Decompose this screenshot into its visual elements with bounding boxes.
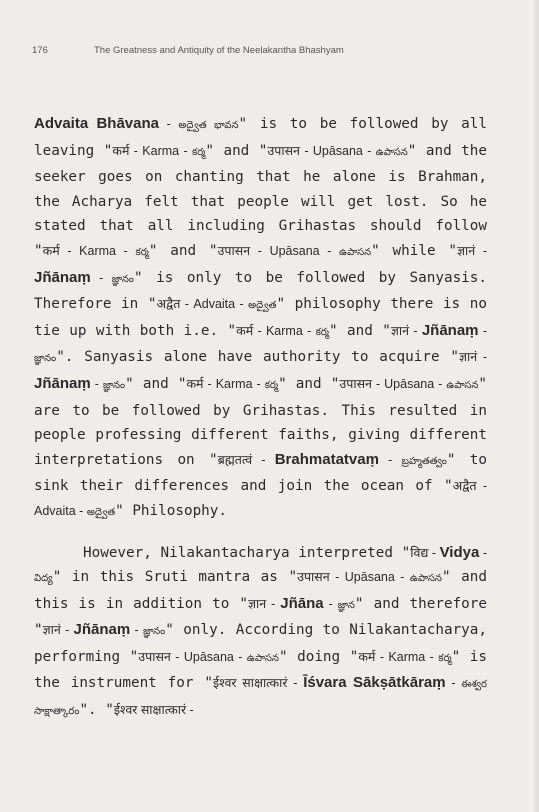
text-run: " is the instrument for " bbox=[34, 648, 487, 692]
text-run: " and " bbox=[148, 242, 218, 259]
transliteration: Jñāna bbox=[280, 594, 324, 612]
text-run: अद्वैत - Advaita - bbox=[34, 479, 487, 518]
text-run: " and this is in addition to " bbox=[34, 569, 487, 612]
telugu-gloss: జ్ఞానం bbox=[34, 353, 57, 365]
telugu-gloss: జ్ఞానం bbox=[102, 379, 126, 391]
paragraph bbox=[34, 112, 487, 526]
text-run: - bbox=[90, 376, 103, 391]
telugu-gloss: కర్మ bbox=[315, 326, 329, 338]
text-run: " and " bbox=[205, 142, 268, 159]
text-run: ब्रह्मतत्वं - bbox=[217, 452, 275, 467]
telugu-gloss: బ్రహ్మతత్వం bbox=[401, 455, 447, 467]
text-run: - bbox=[130, 623, 143, 638]
telugu-gloss: అద్వైత bbox=[248, 300, 277, 312]
text-run: कर्म - Karma - bbox=[236, 323, 316, 338]
text-run: However, Nilakantacharya interpreted " bbox=[83, 544, 411, 561]
telugu-gloss: జ్ఞాన bbox=[337, 599, 355, 611]
text-run: " are to be followed by Grihastas. This resulted in people professing different faiths, giving different interpretations on " bbox=[34, 375, 487, 468]
text-run: " and the seeker goes on chanting that he alone is Brahman, the Acharya felt that people will get lost. So he stated that all including Grihastas should follow " bbox=[34, 142, 488, 259]
text-run: उपासन - Upāsana - bbox=[217, 243, 340, 258]
text-run: उपासन - Upāsana - bbox=[138, 649, 247, 664]
transliteration: Advaita Bhāvana bbox=[34, 115, 159, 132]
telugu-gloss: కర్మ bbox=[438, 652, 452, 664]
text-run: " and " bbox=[278, 375, 340, 392]
text-run: कर्म - Karma - bbox=[42, 243, 136, 258]
running-head bbox=[32, 45, 502, 59]
text-run: उपासन - Upāsana - bbox=[297, 570, 410, 585]
telugu-gloss: ఉపాసన bbox=[375, 146, 408, 158]
text-run: " and " bbox=[125, 375, 187, 392]
text-run: " while " bbox=[371, 242, 457, 259]
text-run: - bbox=[479, 545, 488, 560]
telugu-gloss: విద్య bbox=[34, 573, 53, 585]
telugu-gloss: కర్మ bbox=[192, 146, 206, 158]
text-run: विद्य - bbox=[410, 545, 440, 560]
text-run: " only. According to Nilakantacharya, performing " bbox=[34, 622, 487, 665]
text-run: " philosophy there is no tie up with both i.e. " bbox=[34, 296, 487, 339]
body-text bbox=[34, 112, 487, 725]
page-number: 176 bbox=[32, 45, 48, 56]
text-run: - bbox=[378, 452, 402, 467]
text-run: - bbox=[478, 323, 487, 338]
text-run: " and therefore " bbox=[34, 595, 488, 639]
text-run: " in this Sruti mantra as " bbox=[52, 569, 298, 586]
telugu-gloss: కర్మ bbox=[264, 379, 279, 391]
text-run: " is only to be followed by Sanyasis. Therefore in " bbox=[34, 269, 488, 313]
text-run: " doing " bbox=[278, 648, 359, 665]
telugu-gloss: ఈశ్వర సాక్షాత్కారం bbox=[34, 679, 487, 718]
transliteration: Īśvara Sākṣātkāraṃ bbox=[303, 674, 446, 692]
text-run: कर्म - Karma - bbox=[112, 143, 192, 158]
telugu-gloss: జ్ఞానం bbox=[143, 626, 166, 638]
telugu-gloss: కర్మ bbox=[135, 246, 149, 258]
telugu-gloss: అద్వైత భావన bbox=[178, 120, 239, 131]
telugu-gloss: ఉపాసన bbox=[446, 379, 479, 391]
text-run: ज्ञान - bbox=[248, 596, 281, 611]
telugu-gloss: జ్ఞానం bbox=[111, 273, 134, 285]
running-head-title: The Greatness and Antiquity of the Neelakantha Bhashyam bbox=[94, 45, 344, 56]
text-run: ". Sanyasis alone have authority to acquire " bbox=[56, 349, 459, 366]
text-run: ईश्वर साक्षात्कारं - bbox=[113, 703, 194, 718]
text-run: उपासन - Upāsana - bbox=[339, 376, 447, 391]
text-run: ज्ञानं - bbox=[390, 323, 422, 338]
text-run: ज्ञानं - bbox=[42, 623, 74, 638]
telugu-gloss: ఉపాసన bbox=[409, 573, 442, 585]
telugu-gloss: అద్వైత bbox=[86, 506, 116, 518]
text-run: ज्ञानं - bbox=[458, 350, 487, 365]
transliteration: Vidya bbox=[439, 543, 480, 561]
transliteration: Brahmatatvaṃ bbox=[274, 450, 379, 468]
text-run: उपासन - Upāsana - bbox=[267, 143, 376, 158]
text-run: - bbox=[159, 117, 179, 131]
text-run: " is to be followed by all leaving " bbox=[34, 116, 488, 159]
text-run: - bbox=[323, 596, 338, 611]
transliteration: Jñānaṃ bbox=[73, 621, 131, 639]
text-run: कर्म - Karma - bbox=[358, 649, 439, 664]
page-edge bbox=[530, 0, 539, 812]
text-run: ज्ञानं - bbox=[456, 243, 487, 258]
text-run: - bbox=[90, 270, 112, 285]
text-run: " to sink their differences and join the ocean of " bbox=[34, 451, 487, 495]
paragraph bbox=[34, 541, 487, 725]
telugu-gloss: ఉపాసన bbox=[246, 652, 279, 664]
text-run: - bbox=[445, 676, 462, 691]
transliteration: Jñānaṃ bbox=[421, 321, 479, 339]
transliteration: Jñānaṃ bbox=[34, 268, 91, 286]
text-run: ". " bbox=[79, 702, 114, 719]
text-run: " Philosophy. bbox=[115, 502, 228, 519]
telugu-gloss: ఉపాసన bbox=[339, 246, 372, 258]
transliteration: Jñānaṃ bbox=[34, 374, 91, 392]
text-run: कर्म - Karma - bbox=[186, 376, 265, 391]
text-run: " and " bbox=[328, 322, 391, 339]
text-run: ईश्वर साक्षात्कारं - bbox=[213, 676, 304, 691]
text-run: अद्वैत - Advaita - bbox=[156, 297, 249, 312]
